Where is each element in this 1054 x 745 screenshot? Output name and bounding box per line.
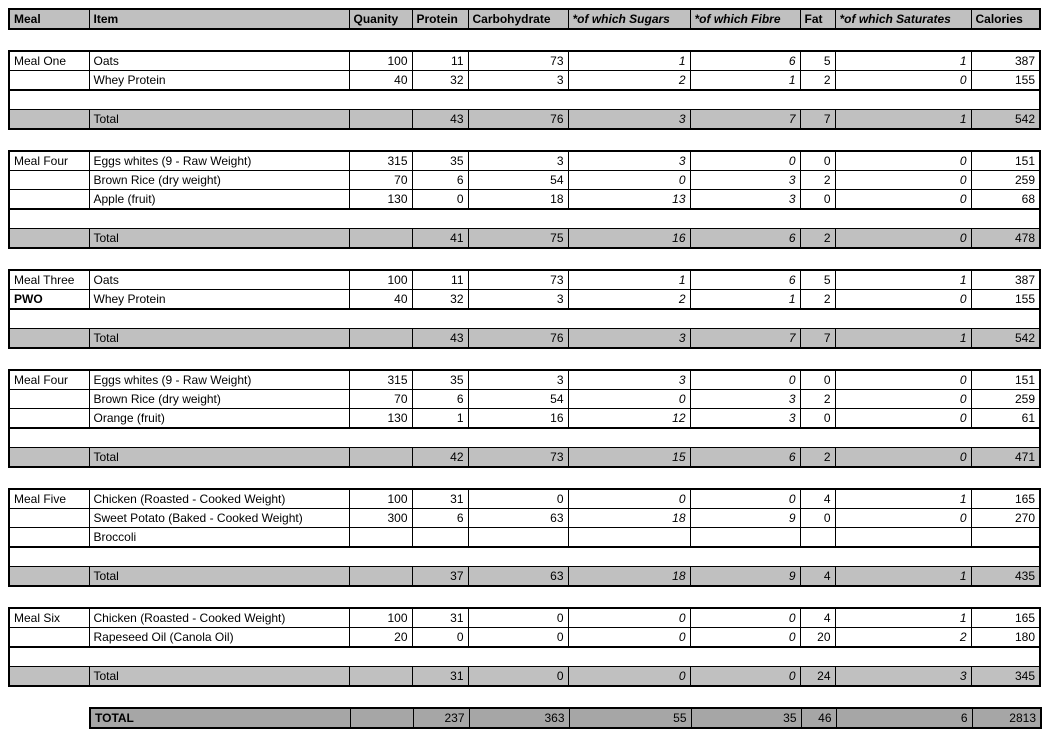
total-value-cell[interactable]: 1 (835, 329, 971, 349)
value-cell[interactable]: 0 (690, 489, 800, 509)
meal-cell[interactable]: PWO (9, 290, 89, 310)
value-cell[interactable]: 20 (800, 628, 835, 648)
value-cell[interactable]: 0 (800, 409, 835, 429)
value-cell[interactable]: 4 (800, 489, 835, 509)
total-value-cell[interactable]: 75 (468, 229, 568, 249)
value-cell[interactable]: 180 (971, 628, 1040, 648)
item-row (9, 390, 1040, 409)
meal-cell[interactable]: Meal Three (9, 270, 89, 290)
value-cell[interactable]: 3 (568, 151, 690, 171)
item-row (9, 71, 1040, 91)
total-value-cell[interactable]: 24 (800, 667, 835, 687)
value-cell[interactable] (971, 528, 1040, 548)
value-cell[interactable] (412, 528, 468, 548)
item-row (9, 370, 1040, 390)
value-cell[interactable] (568, 528, 690, 548)
total-value-cell[interactable]: 43 (412, 329, 468, 349)
value-cell[interactable]: 151 (971, 151, 1040, 171)
total-value-cell[interactable]: 6 (690, 448, 800, 468)
spacer-row (9, 547, 1040, 567)
item-cell[interactable]: Chicken (Roasted - Cooked Weight) (89, 608, 349, 628)
meal-cell[interactable] (9, 190, 89, 210)
value-cell[interactable]: 40 (349, 290, 412, 310)
value-cell[interactable]: 0 (568, 628, 690, 648)
grand-total-quantity-cell[interactable] (350, 708, 413, 728)
total-meal-cell[interactable] (9, 448, 89, 468)
value-cell[interactable]: 315 (349, 370, 412, 390)
total-value-cell[interactable] (349, 110, 412, 130)
total-value-cell[interactable]: 15 (568, 448, 690, 468)
value-cell[interactable]: 32 (412, 71, 468, 91)
value-cell[interactable]: 18 (568, 509, 690, 528)
item-cell[interactable]: Eggs whites (9 - Raw Weight) (89, 151, 349, 171)
value-cell[interactable]: 155 (971, 71, 1040, 91)
total-value-cell[interactable] (349, 448, 412, 468)
value-cell[interactable]: 100 (349, 608, 412, 628)
total-value-cell[interactable] (349, 667, 412, 687)
header-cell-saturates[interactable]: *of which Saturates (835, 9, 971, 29)
value-cell[interactable]: 3 (568, 370, 690, 390)
value-cell[interactable]: 1 (412, 409, 468, 429)
value-cell[interactable]: 1 (690, 71, 800, 91)
total-value-cell[interactable]: 1 (835, 567, 971, 587)
value-cell[interactable]: 0 (835, 171, 971, 190)
meal-section-3 (8, 269, 1041, 349)
section-total-row (9, 448, 1040, 468)
value-cell[interactable]: 270 (971, 509, 1040, 528)
total-value-cell[interactable]: 1 (835, 110, 971, 130)
total-value-cell[interactable]: 42 (412, 448, 468, 468)
header-cell-calories[interactable]: Calories (971, 9, 1040, 29)
total-value-cell[interactable]: 542 (971, 110, 1040, 130)
value-cell[interactable]: 100 (349, 51, 412, 71)
value-cell[interactable]: 4 (800, 608, 835, 628)
total-value-cell[interactable]: 16 (568, 229, 690, 249)
value-cell[interactable]: 68 (971, 190, 1040, 210)
header-cell-fibre[interactable]: *of which Fibre (690, 9, 800, 29)
value-cell[interactable]: 5 (800, 51, 835, 71)
meal-cell[interactable] (9, 390, 89, 409)
value-cell[interactable]: 70 (349, 171, 412, 190)
item-row (9, 608, 1040, 628)
total-value-cell[interactable]: 3 (568, 110, 690, 130)
value-cell[interactable]: 18 (468, 190, 568, 210)
value-cell[interactable]: 73 (468, 51, 568, 71)
item-row (9, 628, 1040, 648)
value-cell[interactable]: 2 (800, 71, 835, 91)
value-cell[interactable]: 151 (971, 370, 1040, 390)
value-cell[interactable]: 0 (690, 628, 800, 648)
total-meal-cell[interactable] (9, 229, 89, 249)
value-cell[interactable]: 3 (468, 151, 568, 171)
value-cell[interactable]: 315 (349, 151, 412, 171)
value-cell[interactable] (835, 528, 971, 548)
value-cell[interactable]: 0 (835, 71, 971, 91)
grand-total-calories-cell[interactable]: 2813 (972, 708, 1041, 728)
grand-total-carbohydrate-cell[interactable]: 363 (469, 708, 569, 728)
value-cell[interactable]: 20 (349, 628, 412, 648)
value-cell[interactable]: 35 (412, 370, 468, 390)
total-value-cell[interactable]: 0 (690, 667, 800, 687)
value-cell[interactable]: 259 (971, 171, 1040, 190)
total-value-cell[interactable]: 31 (412, 667, 468, 687)
header-cell-carbohydrate[interactable]: Carbohydrate (468, 9, 568, 29)
item-cell[interactable]: Oats (89, 51, 349, 71)
meal-cell[interactable] (9, 409, 89, 429)
total-label-cell[interactable]: Total (89, 667, 349, 687)
value-cell[interactable]: 13 (568, 190, 690, 210)
item-cell[interactable]: Chicken (Roasted - Cooked Weight) (89, 489, 349, 509)
meal-cell[interactable]: Meal Four (9, 370, 89, 390)
section-total-row (9, 110, 1040, 130)
header-cell-fat[interactable]: Fat (800, 9, 835, 29)
total-label-cell[interactable]: Total (89, 567, 349, 587)
value-cell[interactable]: 0 (690, 151, 800, 171)
header-cell-item[interactable]: Item (89, 9, 349, 29)
section-total-row (9, 329, 1040, 349)
value-cell[interactable]: 31 (412, 489, 468, 509)
meal-cell[interactable] (9, 509, 89, 528)
total-value-cell[interactable]: 9 (690, 567, 800, 587)
value-cell[interactable] (690, 528, 800, 548)
total-value-cell[interactable]: 7 (690, 110, 800, 130)
grand-total-row (89, 707, 1042, 729)
value-cell[interactable]: 1 (568, 51, 690, 71)
value-cell[interactable]: 3 (690, 190, 800, 210)
total-label-cell[interactable]: Total (89, 448, 349, 468)
meal-section-4 (8, 369, 1041, 468)
value-cell[interactable]: 0 (568, 390, 690, 409)
total-value-cell[interactable]: 478 (971, 229, 1040, 249)
header-cell-meal[interactable]: Meal (9, 9, 89, 29)
value-cell[interactable]: 0 (412, 628, 468, 648)
value-cell[interactable]: 100 (349, 270, 412, 290)
total-value-cell[interactable]: 6 (690, 229, 800, 249)
item-row (9, 509, 1040, 528)
value-cell[interactable]: 3 (468, 290, 568, 310)
spacer-cell[interactable] (9, 209, 1040, 229)
value-cell[interactable]: 32 (412, 290, 468, 310)
spacer-cell[interactable] (9, 647, 1040, 667)
item-row (9, 270, 1040, 290)
grand-total-label-cell[interactable]: TOTAL (90, 708, 350, 728)
value-cell[interactable]: 100 (349, 489, 412, 509)
value-cell[interactable]: 130 (349, 409, 412, 429)
value-cell[interactable]: 54 (468, 390, 568, 409)
value-cell[interactable]: 2 (800, 290, 835, 310)
value-cell[interactable]: 387 (971, 270, 1040, 290)
value-cell[interactable]: 0 (800, 190, 835, 210)
value-cell[interactable]: 1 (835, 51, 971, 71)
value-cell[interactable]: 0 (835, 190, 971, 210)
value-cell[interactable]: 6 (412, 390, 468, 409)
total-value-cell[interactable]: 41 (412, 229, 468, 249)
value-cell[interactable]: 3 (690, 390, 800, 409)
value-cell[interactable]: 0 (800, 151, 835, 171)
value-cell[interactable]: 16 (468, 409, 568, 429)
value-cell[interactable]: 0 (468, 628, 568, 648)
value-cell[interactable]: 31 (412, 608, 468, 628)
value-cell[interactable]: 3 (690, 409, 800, 429)
total-value-cell[interactable]: 76 (468, 110, 568, 130)
value-cell[interactable]: 1 (835, 270, 971, 290)
meal-cell[interactable]: Meal Six (9, 608, 89, 628)
value-cell[interactable]: 3 (468, 71, 568, 91)
grand-total-saturates-cell[interactable]: 6 (836, 708, 972, 728)
meal-cell[interactable] (9, 171, 89, 190)
value-cell[interactable]: 155 (971, 290, 1040, 310)
meal-cell[interactable] (9, 628, 89, 648)
header-cell-quantity[interactable]: Quanity (349, 9, 412, 29)
value-cell[interactable]: 5 (800, 270, 835, 290)
section-total-row (9, 567, 1040, 587)
value-cell[interactable]: 2 (800, 171, 835, 190)
total-value-cell[interactable]: 18 (568, 567, 690, 587)
grand-total-protein-cell[interactable]: 237 (413, 708, 469, 728)
value-cell[interactable]: 0 (800, 509, 835, 528)
value-cell[interactable]: 387 (971, 51, 1040, 71)
total-meal-cell[interactable] (9, 110, 89, 130)
value-cell[interactable]: 6 (412, 509, 468, 528)
value-cell[interactable]: 0 (690, 608, 800, 628)
value-cell[interactable]: 0 (568, 171, 690, 190)
meal-cell[interactable]: Meal Four (9, 151, 89, 171)
value-cell[interactable]: 0 (568, 608, 690, 628)
item-cell[interactable]: Whey Protein (89, 290, 349, 310)
total-label-cell[interactable]: Total (89, 229, 349, 249)
value-cell[interactable]: 6 (690, 51, 800, 71)
header-row (8, 8, 1041, 30)
value-cell[interactable]: 2 (835, 628, 971, 648)
value-cell[interactable]: 35 (412, 151, 468, 171)
meal-section-2 (8, 150, 1041, 249)
meal-cell[interactable] (9, 71, 89, 91)
item-row (9, 290, 1040, 310)
item-cell[interactable]: Broccoli (89, 528, 349, 548)
item-cell[interactable]: Whey Protein (89, 71, 349, 91)
value-cell[interactable]: 63 (468, 509, 568, 528)
meal-cell[interactable] (9, 528, 89, 548)
item-row (9, 171, 1040, 190)
item-row (9, 409, 1040, 429)
grand-total-fat-cell[interactable]: 46 (801, 708, 836, 728)
section-total-row (9, 667, 1040, 687)
total-value-cell[interactable]: 3 (835, 667, 971, 687)
header-cell-sugars[interactable]: *of which Sugars (568, 9, 690, 29)
value-cell[interactable]: 0 (468, 608, 568, 628)
item-row (9, 528, 1040, 548)
total-value-cell[interactable]: 2 (800, 448, 835, 468)
value-cell[interactable]: 0 (800, 370, 835, 390)
total-value-cell[interactable]: 435 (971, 567, 1040, 587)
total-value-cell[interactable]: 542 (971, 329, 1040, 349)
value-cell[interactable]: 0 (835, 151, 971, 171)
value-cell[interactable]: 70 (349, 390, 412, 409)
item-row (9, 489, 1040, 509)
value-cell[interactable]: 61 (971, 409, 1040, 429)
value-cell[interactable]: 0 (835, 370, 971, 390)
total-value-cell[interactable]: 7 (690, 329, 800, 349)
total-label-cell[interactable]: Total (89, 110, 349, 130)
meal-cell[interactable]: Meal One (9, 51, 89, 71)
spacer-row (9, 428, 1040, 448)
item-cell[interactable]: Sweet Potato (Baked - Cooked Weight) (89, 509, 349, 528)
spacer-cell[interactable] (9, 90, 1040, 110)
total-value-cell[interactable] (349, 329, 412, 349)
value-cell[interactable]: 11 (412, 51, 468, 71)
value-cell[interactable] (800, 528, 835, 548)
value-cell[interactable]: 40 (349, 71, 412, 91)
value-cell[interactable]: 165 (971, 608, 1040, 628)
value-cell[interactable]: 1 (690, 290, 800, 310)
value-cell[interactable]: 0 (835, 409, 971, 429)
value-cell[interactable]: 11 (412, 270, 468, 290)
total-value-cell[interactable]: 0 (835, 229, 971, 249)
meal-section-1 (8, 50, 1041, 130)
spacer-row (9, 90, 1040, 110)
value-cell[interactable]: 2 (568, 290, 690, 310)
total-value-cell[interactable]: 0 (468, 667, 568, 687)
value-cell[interactable]: 300 (349, 509, 412, 528)
total-value-cell[interactable]: 4 (800, 567, 835, 587)
value-cell[interactable]: 0 (468, 489, 568, 509)
item-cell[interactable]: Orange (fruit) (89, 409, 349, 429)
total-value-cell[interactable] (349, 229, 412, 249)
item-cell[interactable]: Rapeseed Oil (Canola Oil) (89, 628, 349, 648)
value-cell[interactable]: 9 (690, 509, 800, 528)
total-meal-cell[interactable] (9, 667, 89, 687)
value-cell[interactable]: 2 (568, 71, 690, 91)
header-cell-protein[interactable]: Protein (412, 9, 468, 29)
value-cell[interactable]: 3 (468, 370, 568, 390)
value-cell[interactable]: 6 (690, 270, 800, 290)
total-value-cell[interactable]: 0 (568, 667, 690, 687)
total-value-cell[interactable]: 471 (971, 448, 1040, 468)
total-value-cell[interactable]: 73 (468, 448, 568, 468)
item-row (9, 51, 1040, 71)
total-meal-cell[interactable] (9, 329, 89, 349)
value-cell[interactable]: 12 (568, 409, 690, 429)
item-cell[interactable]: Brown Rice (dry weight) (89, 171, 349, 190)
value-cell[interactable] (349, 528, 412, 548)
value-cell[interactable]: 2 (800, 390, 835, 409)
item-row (9, 190, 1040, 210)
value-cell[interactable]: 1 (568, 270, 690, 290)
item-row (9, 151, 1040, 171)
total-meal-cell[interactable] (9, 567, 89, 587)
value-cell[interactable]: 1 (835, 489, 971, 509)
value-cell[interactable] (468, 528, 568, 548)
spacer-row (9, 647, 1040, 667)
value-cell[interactable]: 0 (412, 190, 468, 210)
total-label-cell[interactable]: Total (89, 329, 349, 349)
meal-section-5 (8, 488, 1041, 587)
total-value-cell[interactable]: 43 (412, 110, 468, 130)
value-cell[interactable]: 54 (468, 171, 568, 190)
value-cell[interactable]: 259 (971, 390, 1040, 409)
item-cell[interactable]: Eggs whites (9 - Raw Weight) (89, 370, 349, 390)
total-value-cell[interactable]: 7 (800, 329, 835, 349)
spacer-row (9, 209, 1040, 229)
spacer-cell[interactable] (9, 428, 1040, 448)
item-cell[interactable]: Apple (fruit) (89, 190, 349, 210)
value-cell[interactable]: 130 (349, 190, 412, 210)
total-value-cell[interactable]: 76 (468, 329, 568, 349)
meal-section-6 (8, 607, 1041, 687)
value-cell[interactable]: 3 (690, 171, 800, 190)
value-cell[interactable]: 0 (690, 370, 800, 390)
value-cell[interactable]: 0 (568, 489, 690, 509)
total-value-cell[interactable]: 0 (835, 448, 971, 468)
value-cell[interactable]: 73 (468, 270, 568, 290)
value-cell[interactable]: 0 (835, 390, 971, 409)
value-cell[interactable]: 0 (835, 509, 971, 528)
grand-total-sugars-cell[interactable]: 55 (569, 708, 691, 728)
value-cell[interactable]: 165 (971, 489, 1040, 509)
value-cell[interactable]: 0 (835, 290, 971, 310)
grand-total-fibre-cell[interactable]: 35 (691, 708, 801, 728)
meal-sections (0, 50, 1054, 687)
total-value-cell[interactable]: 3 (568, 329, 690, 349)
total-value-cell[interactable]: 2 (800, 229, 835, 249)
total-value-cell[interactable]: 7 (800, 110, 835, 130)
value-cell[interactable]: 1 (835, 608, 971, 628)
value-cell[interactable]: 6 (412, 171, 468, 190)
total-value-cell[interactable] (349, 567, 412, 587)
item-cell[interactable]: Brown Rice (dry weight) (89, 390, 349, 409)
spacer-cell[interactable] (9, 309, 1040, 329)
section-total-row (9, 229, 1040, 249)
total-value-cell[interactable]: 63 (468, 567, 568, 587)
total-value-cell[interactable]: 345 (971, 667, 1040, 687)
spacer-cell[interactable] (9, 547, 1040, 567)
meal-cell[interactable]: Meal Five (9, 489, 89, 509)
item-cell[interactable]: Oats (89, 270, 349, 290)
spacer-row (9, 309, 1040, 329)
total-value-cell[interactable]: 37 (412, 567, 468, 587)
